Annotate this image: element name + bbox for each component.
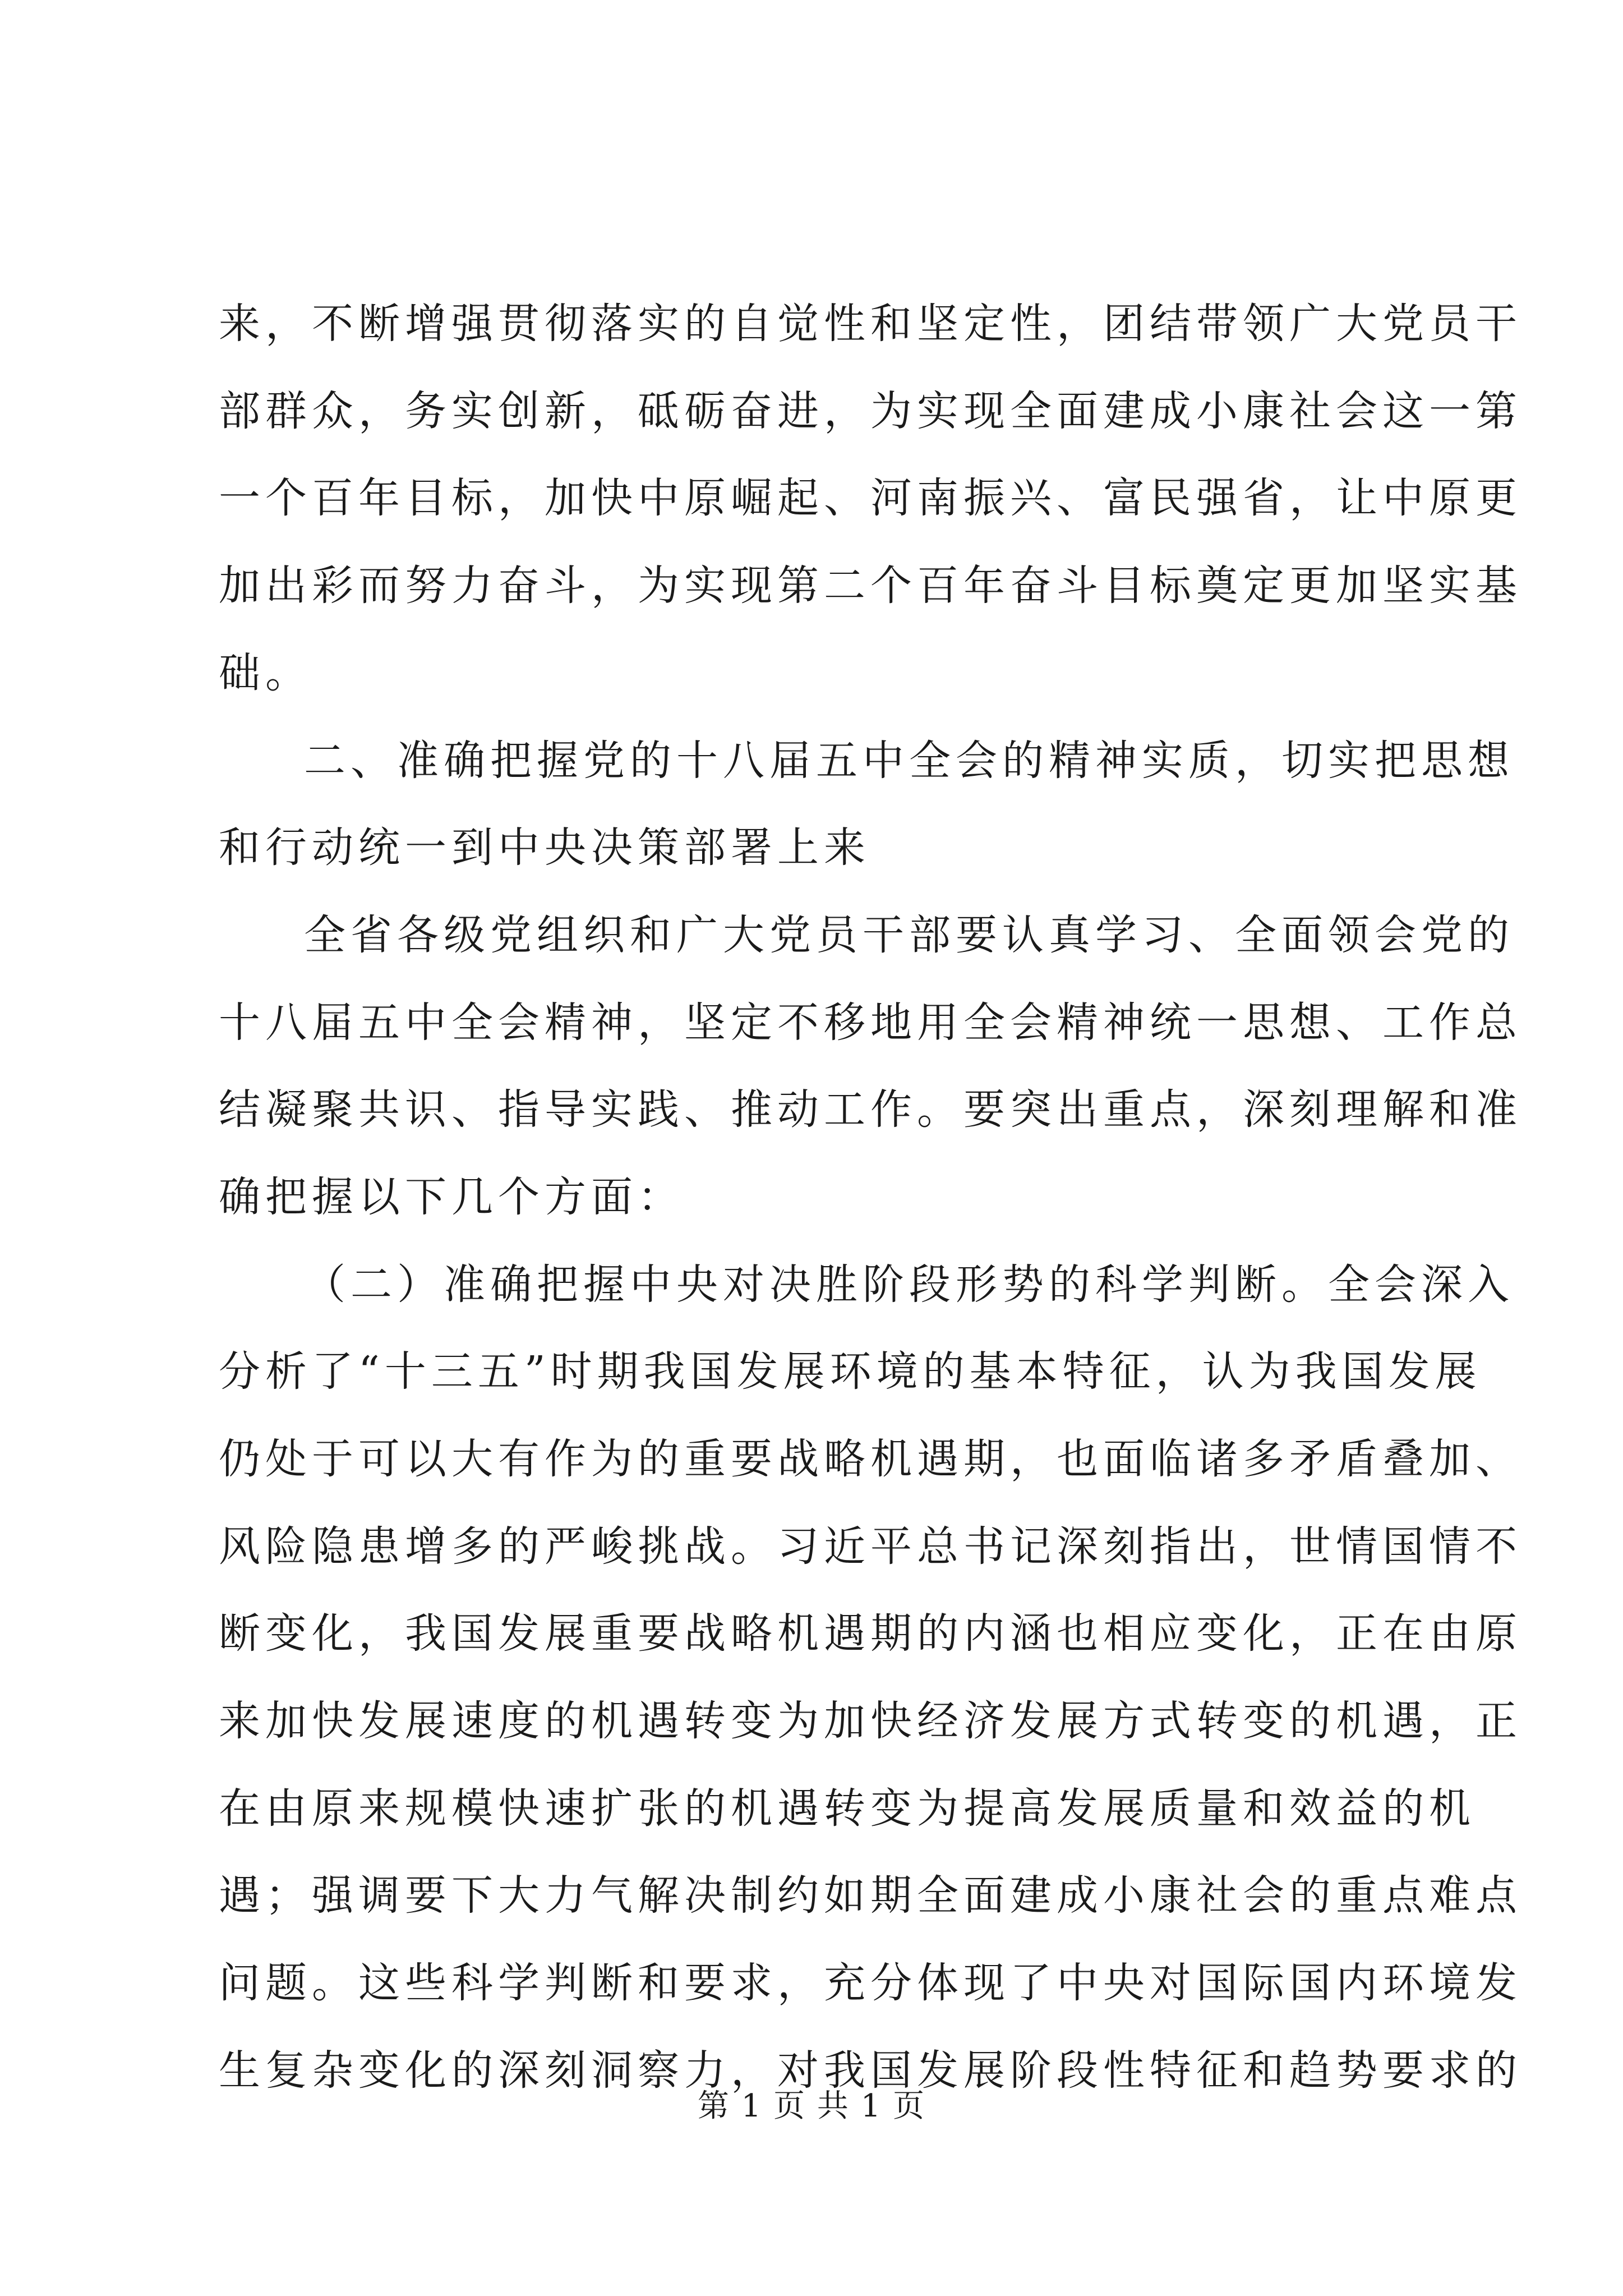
section-heading: 二、准确把握党的十八届五中全会的精神实质，切实把思想 xyxy=(304,737,1514,785)
text-line: 遇；强调要下大力气解决制约如期全面建成小康社会的重点难点 xyxy=(219,1871,1522,1920)
text-line: 风险隐患增多的严峻挑战。习近平总书记深刻指出，世情国情不 xyxy=(219,1522,1522,1571)
text-line: 仍处于可以大有作为的重要战略机遇期，也面临诸多矛盾叠加、 xyxy=(219,1435,1522,1483)
text-line: 问题。这些科学判断和要求，充分体现了中央对国际国内环境发 xyxy=(219,1959,1522,2007)
text-line: 部群众，务实创新，砥砺奋进，为实现全面建成小康社会这一第 xyxy=(219,387,1522,435)
text-line: 确把握以下几个方面： xyxy=(219,1173,684,1221)
text-line: 加出彩而努力奋斗，为实现第二个百年奋斗目标奠定更加坚实基 xyxy=(219,562,1522,610)
text-line: 断变化，我国发展重要战略机遇期的内涵也相应变化，正在由原 xyxy=(219,1609,1522,1658)
subsection-heading: （二）准确把握中央对决胜阶段形势的科学判断。全会深入 xyxy=(304,1260,1514,1309)
section-heading: 和行动统一到中央决策部署上来 xyxy=(219,823,870,872)
text-line: 础。 xyxy=(219,649,312,697)
text-line: 分析了“十三五”时期我国发展环境的基本特征，认为我国发展 xyxy=(219,1347,1482,1396)
text-line: 来，不断增强贯彻落实的自觉性和坚定性，团结带领广大党员干 xyxy=(219,300,1522,348)
text-line: 来加快发展速度的机遇转变为加快经济发展方式转变的机遇，正 xyxy=(219,1697,1522,1745)
text-line: 全省各级党组织和广大党员干部要认真学习、全面领会党的 xyxy=(304,911,1514,959)
page-number-footer: 第 1 页 共 1 页 xyxy=(697,2088,926,2124)
text-line: 生复杂变化的深刻洞察力，对我国发展阶段性特征和趋势要求的 xyxy=(219,2046,1522,2095)
text-line: 一个百年目标，加快中原崛起、河南振兴、富民强省，让中原更 xyxy=(219,474,1522,522)
text-line: 在由原来规模快速扩张的机遇转变为提高发展质量和效益的机 xyxy=(219,1784,1476,1833)
text-line: 结凝聚共识、指导实践、推动工作。要突出重点，深刻理解和准 xyxy=(219,1085,1522,1134)
text-line: 十八届五中全会精神，坚定不移地用全会精神统一思想、工作总 xyxy=(219,999,1522,1047)
